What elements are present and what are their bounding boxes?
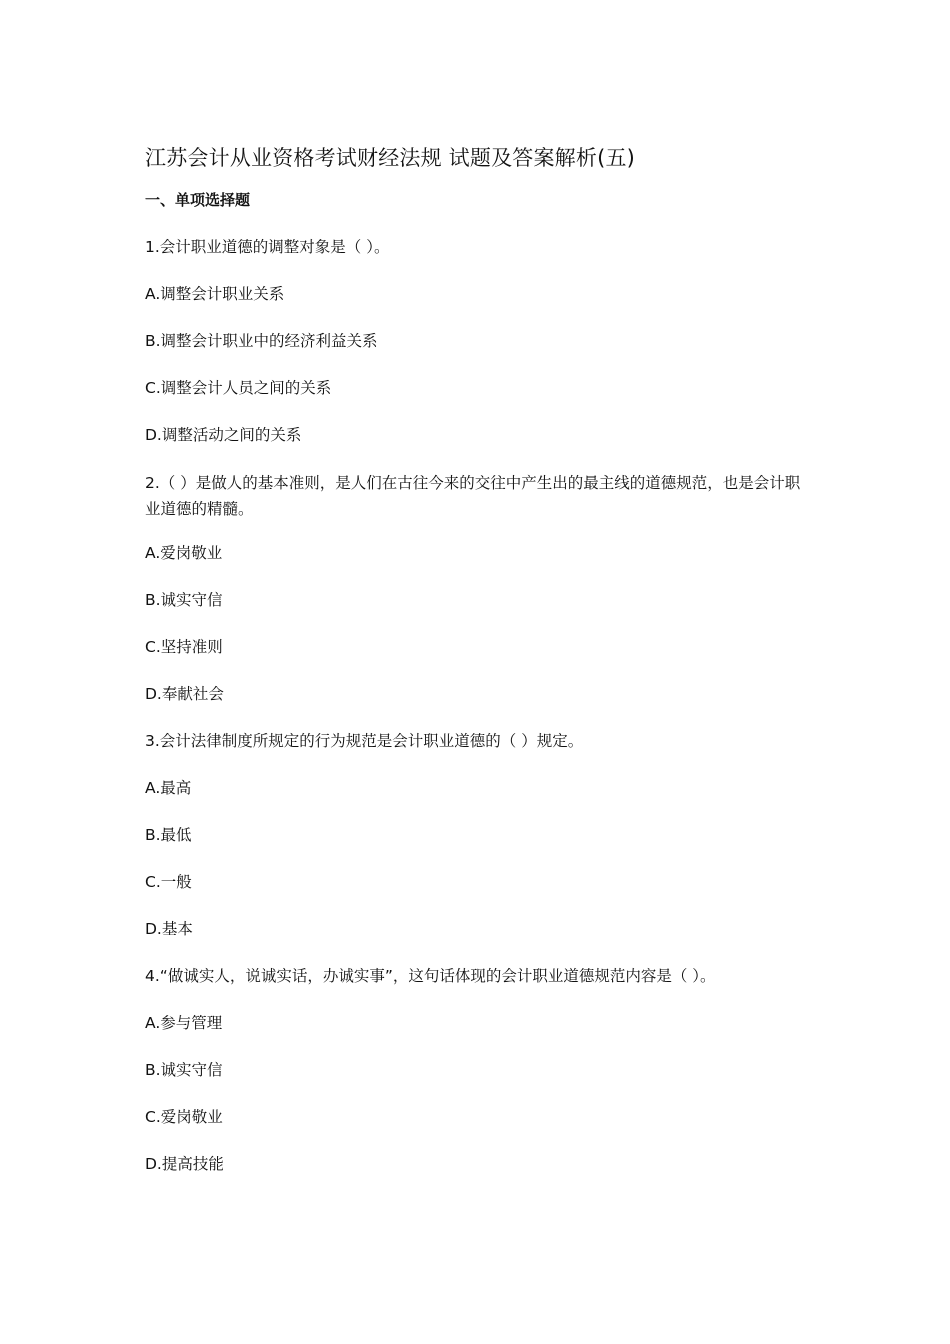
option-c: C.一般 — [145, 873, 192, 891]
option-a: A.最高 — [145, 779, 192, 797]
option-d: D.调整活动之间的关系 — [145, 426, 302, 444]
question-1 — [145, 235, 810, 447]
question-stem: 3.会计法律制度所规定的行为规范是会计职业道德的（ ）规定。 — [145, 732, 584, 750]
option-a: A.爱岗敬业 — [145, 544, 223, 562]
document-page — [145, 138, 810, 1199]
option-c: C.爱岗敬业 — [145, 1108, 223, 1126]
option-b: B.诚实守信 — [145, 591, 223, 609]
option-a: A.调整会计职业关系 — [145, 285, 285, 303]
option-b: B.调整会计职业中的经济利益关系 — [145, 332, 378, 350]
question-stem: 1.会计职业道德的调整对象是（ ）。 — [145, 238, 390, 256]
question-2 — [145, 470, 810, 706]
question-3 — [145, 729, 810, 941]
option-d: D.奉献社会 — [145, 685, 224, 703]
document-title: 江苏会计从业资格考试财经法规 试题及答案解析(五) — [145, 146, 636, 170]
option-c: C.调整会计人员之间的关系 — [145, 379, 332, 397]
question-4 — [145, 964, 810, 1176]
option-d: D.提高技能 — [145, 1155, 224, 1173]
option-b: B.诚实守信 — [145, 1061, 223, 1079]
option-d: D.基本 — [145, 920, 193, 938]
option-b: B.最低 — [145, 826, 192, 844]
section-heading: 一、单项选择题 — [145, 191, 251, 209]
option-c: C.坚持准则 — [145, 638, 223, 656]
option-a: A.参与管理 — [145, 1014, 223, 1032]
question-stem: 4.“做诚实人，说诚实话，办诚实事”，这句话体现的会计职业道德规范内容是（ ）。 — [145, 967, 716, 985]
question-stem: 2.（ ）是做人的基本准则，是人们在古往今来的交往中产生出的最主线的道德规范，也是会计职业道德的精髓。 — [145, 474, 801, 518]
